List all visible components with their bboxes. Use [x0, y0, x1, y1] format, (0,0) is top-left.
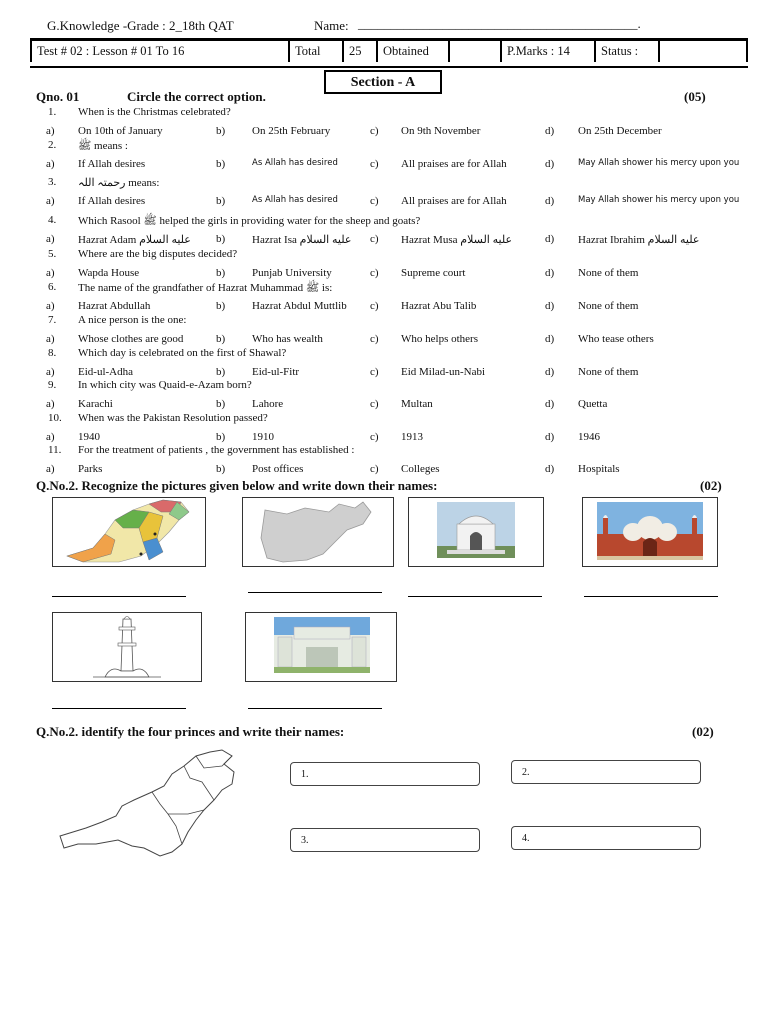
- test-lesson: Test # 02 : Lesson # 01 To 16: [30, 40, 288, 62]
- option-a[interactable]: If Allah desires: [78, 158, 146, 170]
- option-c[interactable]: 1913: [401, 431, 423, 443]
- question-number: 5.: [48, 248, 57, 260]
- option-letter: d): [545, 267, 555, 279]
- answer-line[interactable]: [408, 596, 542, 597]
- option-b[interactable]: 1910: [252, 431, 274, 443]
- question-text: Which Rasool ﷺ helped the girls in providing water for the sheep and goats?: [78, 215, 421, 227]
- option-c[interactable]: Hazrat Abu Talib: [401, 300, 477, 312]
- option-letter: d): [545, 233, 555, 245]
- option-a[interactable]: Whose clothes are good: [78, 333, 184, 345]
- option-letter: a): [46, 267, 55, 279]
- option-letter: b): [216, 366, 226, 378]
- supreme-court-picture: [245, 612, 397, 682]
- option-letter: a): [46, 431, 55, 443]
- option-c[interactable]: All praises are for Allah: [401, 158, 507, 170]
- option-d[interactable]: Quetta: [578, 398, 608, 410]
- option-letter: d): [545, 158, 555, 170]
- option-a[interactable]: If Allah desires: [78, 195, 146, 207]
- option-letter: c): [370, 233, 379, 245]
- question-number: 11.: [48, 444, 62, 456]
- option-letter: b): [216, 300, 226, 312]
- question-text: ﷺ means :: [78, 140, 128, 152]
- pakistan-outline-map: [56, 748, 280, 858]
- option-letter: b): [216, 125, 226, 137]
- option-letter: d): [545, 125, 555, 137]
- option-d[interactable]: May Allah shower his mercy upon you: [578, 195, 740, 205]
- option-a[interactable]: 1940: [78, 431, 100, 443]
- option-b[interactable]: As Allah has desired: [252, 158, 338, 168]
- province-box-3[interactable]: 3.: [290, 828, 480, 852]
- mazar-e-quaid-picture: [408, 497, 544, 567]
- question-text: Where are the big disputes decided?: [78, 248, 238, 260]
- option-letter: c): [370, 195, 379, 207]
- option-a[interactable]: Karachi: [78, 398, 113, 410]
- option-c[interactable]: Eid Milad-un-Nabi: [401, 366, 486, 378]
- answer-line[interactable]: [248, 708, 382, 709]
- option-d[interactable]: Hazrat Ibrahim عليه السلام: [578, 234, 700, 246]
- balochistan-outline-picture: [242, 497, 394, 567]
- question-text: Which day is celebrated on the first of Shawal?: [78, 347, 287, 359]
- option-b[interactable]: Hazrat Isa عليه السلام: [252, 234, 352, 246]
- option-c[interactable]: Who helps others: [401, 333, 478, 345]
- minar-e-pakistan-picture: [52, 612, 202, 682]
- option-letter: c): [370, 125, 379, 137]
- option-letter: c): [370, 333, 379, 345]
- option-b[interactable]: As Allah has desired: [252, 195, 338, 205]
- option-letter: a): [46, 195, 55, 207]
- option-c[interactable]: Supreme court: [401, 267, 466, 279]
- province-box-1[interactable]: 1.: [290, 762, 480, 786]
- obtained-field[interactable]: [448, 40, 500, 62]
- option-b[interactable]: On 25th February: [252, 125, 331, 137]
- section-title: Section - A: [324, 70, 442, 94]
- option-letter: b): [216, 267, 226, 279]
- option-letter: c): [370, 398, 379, 410]
- option-d[interactable]: May Allah shower his mercy upon you: [578, 158, 740, 168]
- option-letter: a): [46, 463, 55, 475]
- q1-marks: (05): [684, 89, 706, 104]
- option-b[interactable]: Hazrat Abdul Muttlib: [252, 300, 347, 312]
- question-number: 2.: [48, 139, 57, 151]
- option-letter: b): [216, 398, 226, 410]
- option-letter: b): [216, 195, 226, 207]
- q1-number: Qno. 01: [36, 89, 80, 104]
- option-c[interactable]: Multan: [401, 398, 433, 410]
- question-text: In which city was Quaid-e-Azam born?: [78, 379, 252, 391]
- option-d[interactable]: Who tease others: [578, 333, 654, 345]
- obtained-label: Obtained: [376, 40, 448, 62]
- question-text: The name of the grandfather of Hazrat Muhammad ﷺ is:: [78, 282, 333, 294]
- option-d[interactable]: None of them: [578, 300, 639, 312]
- option-letter: d): [545, 398, 555, 410]
- total-label: Total: [288, 40, 342, 62]
- q2-title: Q.No.2. Recognize the pictures given below and write down their names:: [36, 478, 438, 493]
- name-label: Name:: [314, 18, 349, 33]
- option-letter: b): [216, 463, 226, 475]
- option-letter: a): [46, 233, 55, 245]
- option-c[interactable]: On 9th November: [401, 125, 481, 137]
- province-box-4[interactable]: 4.: [511, 826, 701, 850]
- option-letter: b): [216, 431, 226, 443]
- option-b[interactable]: Punjab University: [252, 267, 332, 279]
- question-text: When is the Christmas celebrated?: [78, 106, 231, 118]
- status-label: Status :: [594, 40, 658, 62]
- option-d[interactable]: None of them: [578, 366, 639, 378]
- option-letter: d): [545, 300, 555, 312]
- option-letter: a): [46, 158, 55, 170]
- question-text: For the treatment of patients , the government has established :: [78, 444, 355, 456]
- question-number: 1.: [48, 106, 57, 118]
- option-b[interactable]: Eid-ul-Fitr: [252, 366, 300, 378]
- option-a[interactable]: Hazrat Adam عليه السلام: [78, 234, 191, 246]
- option-b[interactable]: Post offices: [252, 463, 304, 475]
- option-letter: c): [370, 366, 379, 378]
- badshahi-mosque-picture: [582, 497, 718, 567]
- option-letter: b): [216, 233, 226, 245]
- option-letter: a): [46, 366, 55, 378]
- q2-marks: (02): [700, 478, 722, 493]
- option-letter: c): [370, 267, 379, 279]
- option-letter: b): [216, 158, 226, 170]
- option-a[interactable]: Parks: [78, 463, 103, 475]
- option-letter: d): [545, 366, 555, 378]
- answer-line[interactable]: [52, 708, 186, 709]
- option-letter: c): [370, 300, 379, 312]
- option-d[interactable]: 1946: [578, 431, 600, 443]
- option-letter: d): [545, 463, 555, 475]
- option-letter: a): [46, 125, 55, 137]
- option-d[interactable]: None of them: [578, 267, 639, 279]
- answer-line[interactable]: [52, 596, 186, 597]
- option-a[interactable]: On 10th of January: [78, 125, 163, 137]
- option-letter: a): [46, 333, 55, 345]
- option-d[interactable]: On 25th December: [578, 125, 662, 137]
- question-text: When was the Pakistan Resolution passed?: [78, 412, 268, 424]
- name-line[interactable]: ___________________________________________.: [358, 16, 641, 31]
- option-d[interactable]: Hospitals: [578, 463, 620, 475]
- q1-title: Circle the correct option.: [127, 89, 266, 104]
- question-number: 6.: [48, 281, 57, 293]
- option-letter: d): [545, 431, 555, 443]
- answer-line[interactable]: [584, 596, 718, 597]
- option-b[interactable]: Lahore: [252, 398, 284, 410]
- option-c[interactable]: Hazrat Musa عليه السلام: [401, 234, 513, 246]
- option-a[interactable]: Wapda House: [78, 267, 140, 279]
- question-number: 7.: [48, 314, 57, 326]
- option-a[interactable]: Eid-ul-Adha: [78, 366, 133, 378]
- option-letter: d): [545, 195, 555, 207]
- status-field[interactable]: [658, 40, 748, 62]
- option-a[interactable]: Hazrat Abdullah: [78, 300, 151, 312]
- answer-line[interactable]: [248, 592, 382, 593]
- option-letter: c): [370, 463, 379, 475]
- q3-marks: (02): [692, 724, 714, 739]
- question-text: رحمتہ اللہ means:: [78, 177, 160, 189]
- pakistan-provinces-map-picture: [52, 497, 206, 567]
- option-c[interactable]: Colleges: [401, 463, 440, 475]
- pmarks: P.Marks : 14: [500, 40, 594, 62]
- province-box-2[interactable]: 2.: [511, 760, 701, 784]
- subject-grade: G.Knowledge -Grade : 2_18th QAT: [47, 18, 234, 33]
- option-letter: b): [216, 333, 226, 345]
- option-letter: a): [46, 300, 55, 312]
- question-number: 8.: [48, 347, 57, 359]
- option-letter: d): [545, 333, 555, 345]
- option-letter: a): [46, 398, 55, 410]
- total-value: 25: [342, 40, 376, 62]
- question-number: 4.: [48, 214, 57, 226]
- question-number: 9.: [48, 379, 57, 391]
- q3-title: Q.No.2. identify the four princes and write their names:: [36, 724, 345, 739]
- question-number: 10.: [48, 412, 62, 424]
- option-c[interactable]: All praises are for Allah: [401, 195, 507, 207]
- question-number: 3.: [48, 176, 57, 188]
- question-text: A nice person is the one:: [78, 314, 187, 326]
- option-letter: c): [370, 158, 379, 170]
- option-b[interactable]: Who has wealth: [252, 333, 323, 345]
- option-letter: c): [370, 431, 379, 443]
